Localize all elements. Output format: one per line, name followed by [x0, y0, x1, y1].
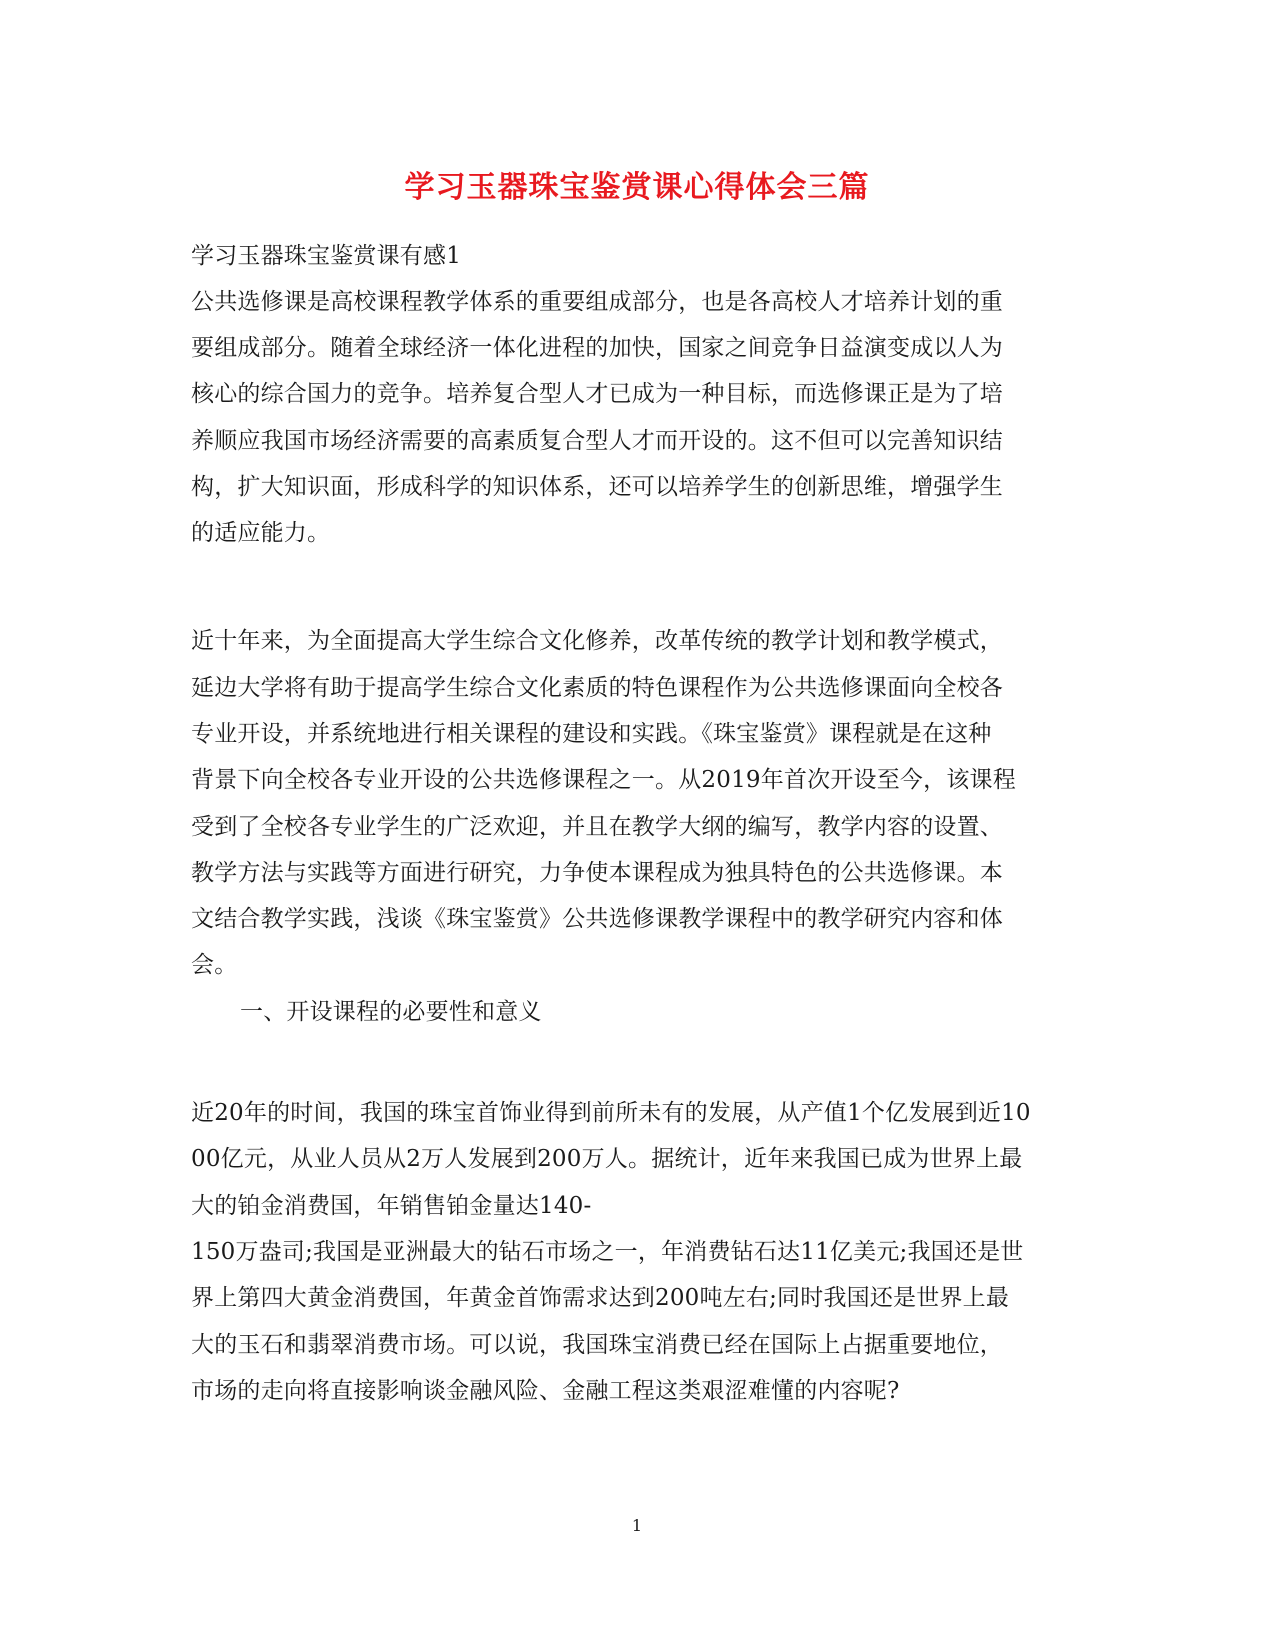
section-heading: 学习玉器珠宝鉴赏课有感1 — [191, 243, 462, 269]
page-number: 1 — [631, 1516, 643, 1535]
body-line: 界上第四大黄金消费国，年黄金首饰需求达到200吨左右;同时我国还是世界上最 — [191, 1285, 1010, 1311]
body-line: 公共选修课是高校课程教学体系的重要组成部分，也是各高校人才培养计划的重 — [191, 289, 1003, 315]
body-line: 150万盎司;我国是亚洲最大的钻石市场之一，年消费钻石达11亿美元;我国还是世 — [191, 1239, 1024, 1265]
body-line: 专业开设，并系统地进行相关课程的建设和实践。《珠宝鉴赏》课程就是在这种 — [191, 721, 992, 747]
body-line: 核心的综合国力的竞争。培养复合型人才已成为一种目标，而选修课正是为了培 — [191, 381, 1003, 407]
body-line: 养顺应我国市场经济需要的高素质复合型人才而开设的。这不但可以完善知识结 — [191, 428, 1003, 454]
body-line: 大的铂金消费国，年销售铂金量达140- — [191, 1193, 592, 1219]
body-line: 的适应能力。 — [191, 520, 331, 546]
body-line: 大的玉石和翡翠消费市场。可以说，我国珠宝消费已经在国际上占据重要地位， — [191, 1332, 1003, 1358]
body-line: 近十年来，为全面提高大学生综合文化修养，改革传统的教学计划和教学模式， — [191, 628, 1003, 654]
body-line: 延边大学将有助于提高学生综合文化素质的特色课程作为公共选修课面向全校各 — [191, 675, 1003, 701]
body-line: 受到了全校各专业学生的广泛欢迎，并且在教学大纲的编写，教学内容的设置、 — [191, 814, 1003, 840]
body-line: 背景下向全校各专业开设的公共选修课程之一。从2019年首次开设至今，该课程 — [191, 767, 1016, 793]
section-heading: 一、开设课程的必要性和意义 — [240, 999, 542, 1025]
body-line: 近20年的时间，我国的珠宝首饰业得到前所未有的发展，从产值1个亿发展到近10 — [191, 1100, 1031, 1126]
body-line: 00亿元，从业人员从2万人发展到200万人。据统计，近年来我国已成为世界上最 — [191, 1146, 1023, 1172]
body-line: 构，扩大知识面，形成科学的知识体系，还可以培养学生的创新思维，增强学生 — [191, 474, 1003, 500]
body-line: 教学方法与实践等方面进行研究，力争使本课程成为独具特色的公共选修课。本 — [191, 860, 1003, 886]
body-line: 要组成部分。随着全球经济一体化进程的加快，国家之间竞争日益演变成以人为 — [191, 335, 1003, 361]
body-line: 市场的走向将直接影响谈金融风险、金融工程这类艰涩难懂的内容呢? — [191, 1378, 900, 1404]
body-line: 文结合教学实践，浅谈《珠宝鉴赏》公共选修课教学课程中的教学研究内容和体 — [191, 906, 1003, 932]
body-line: 会。 — [191, 952, 238, 978]
page-title: 学习玉器珠宝鉴赏课心得体会三篇 — [404, 170, 870, 205]
